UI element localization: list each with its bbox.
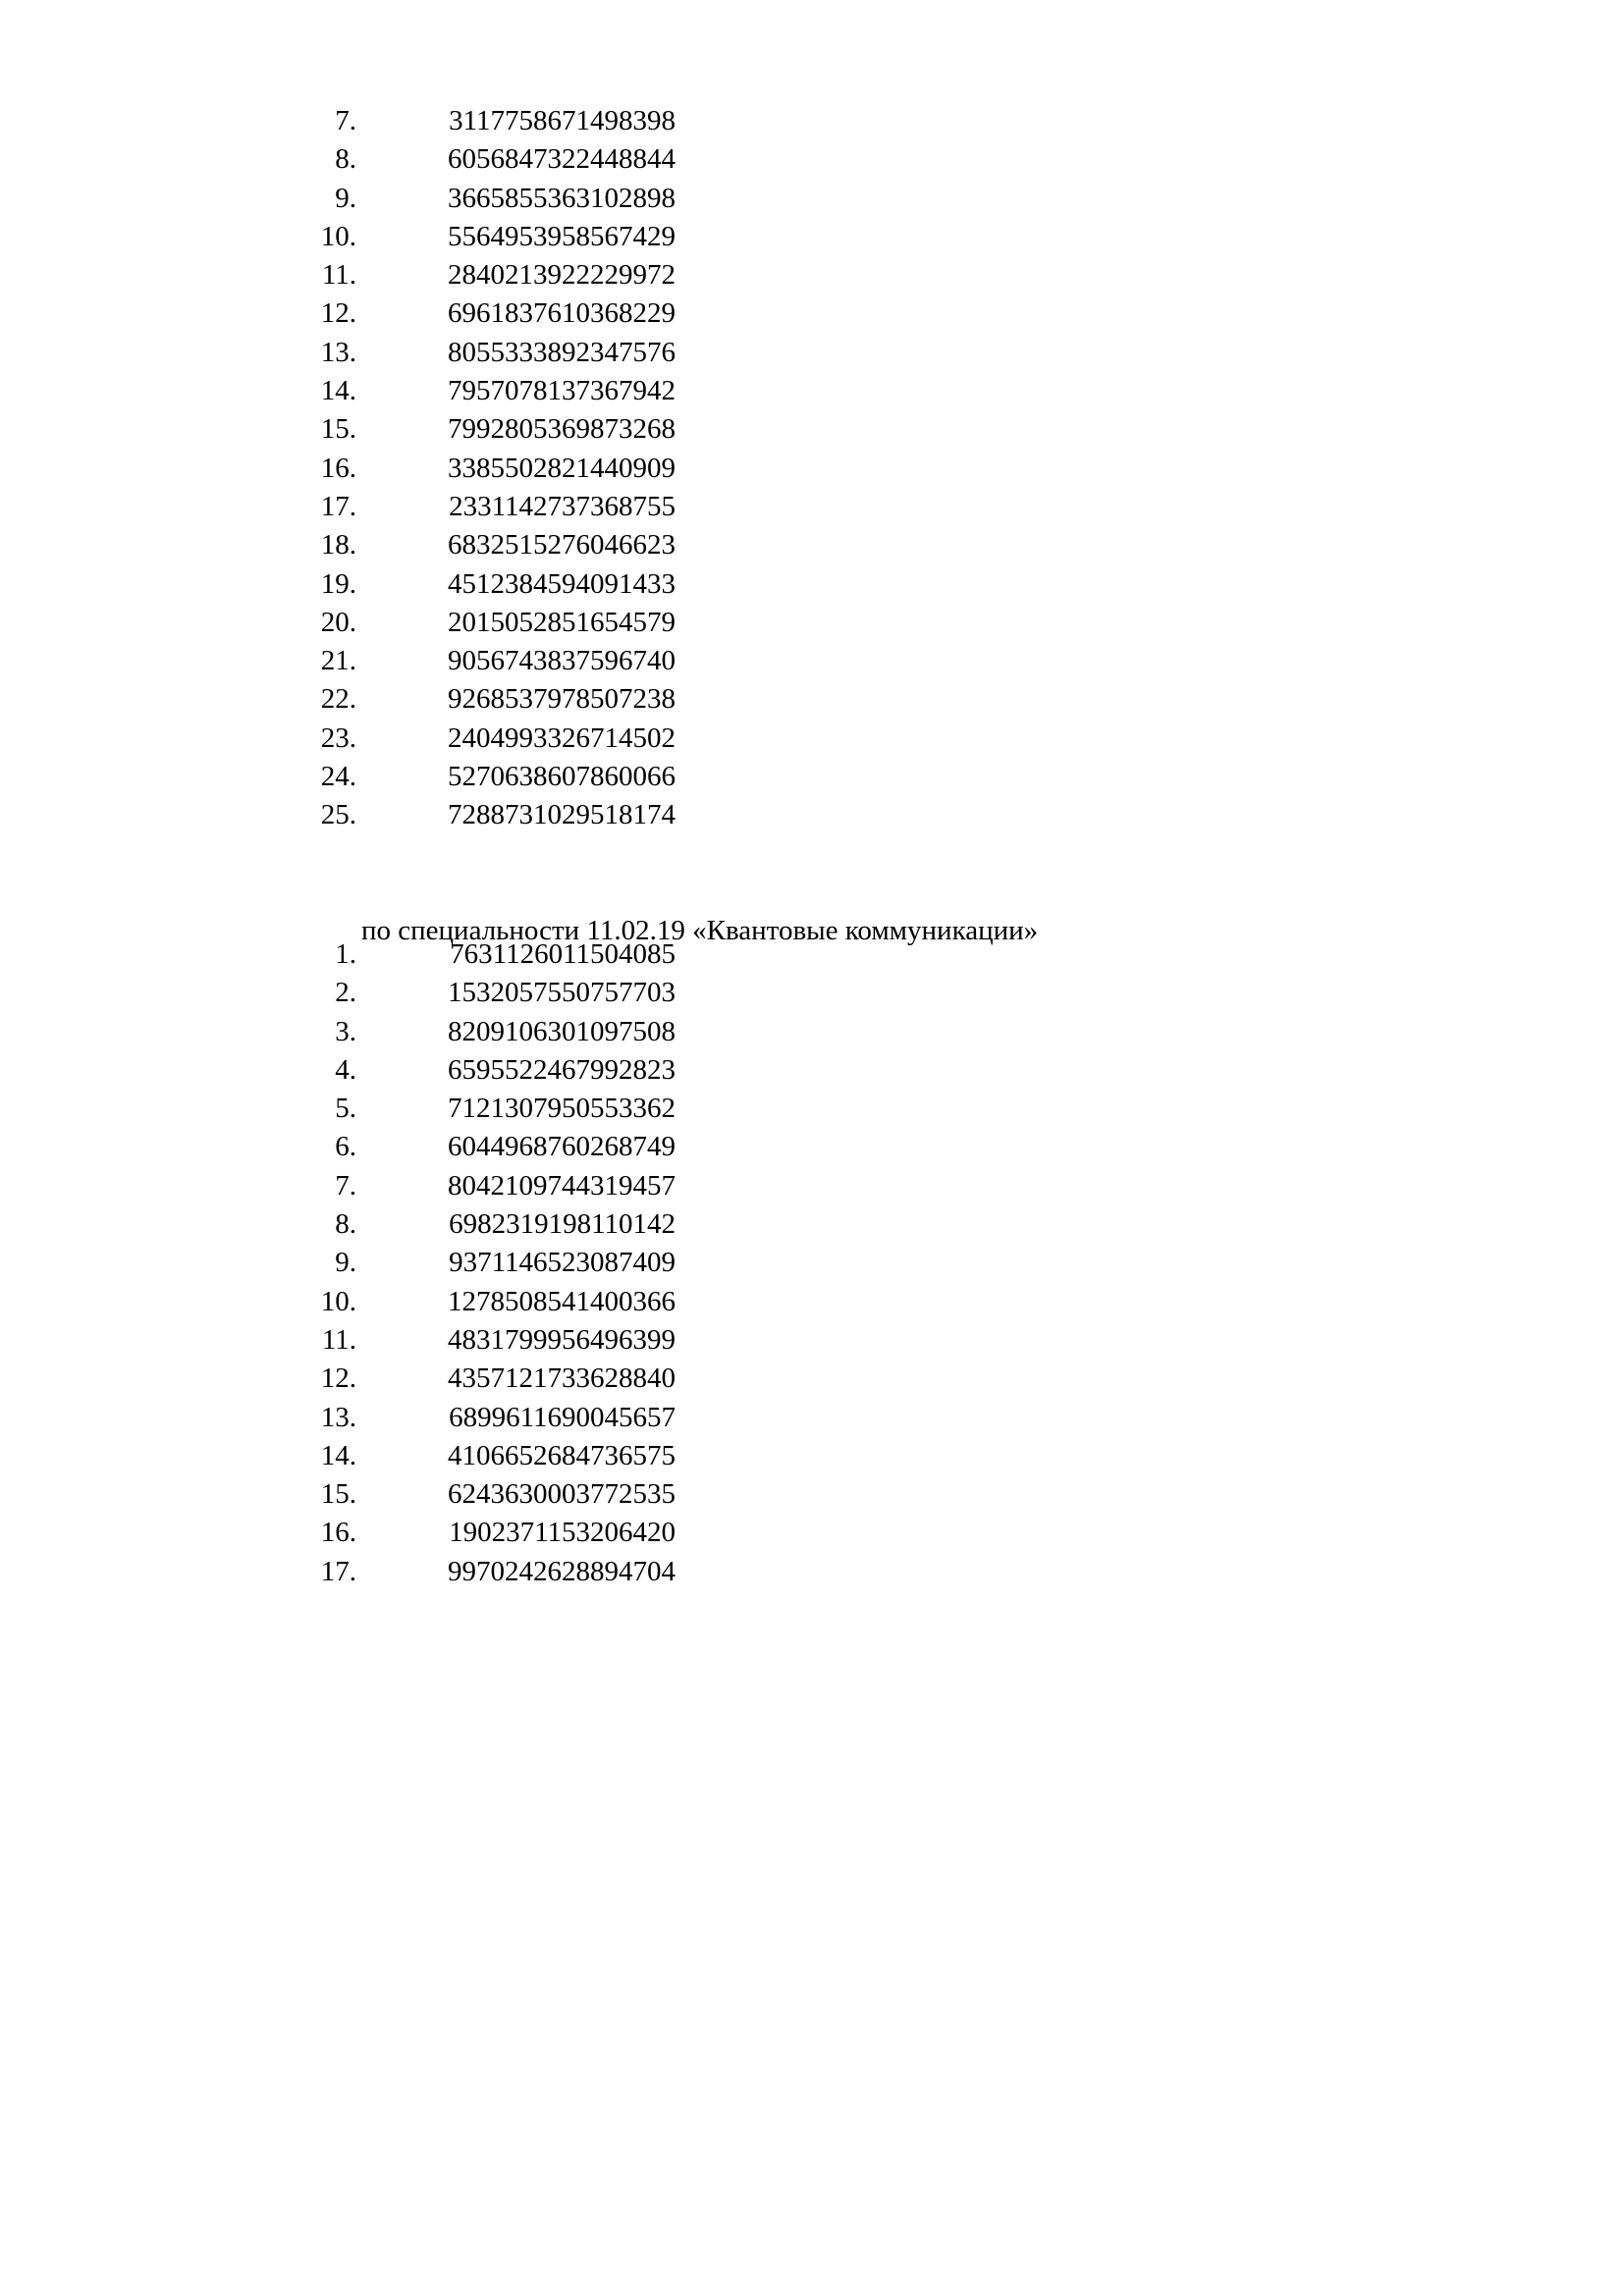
list-item-number: 16.: [320, 1517, 356, 1549]
list-item: [0, 1437, 1624, 1475]
list-item-code: 7992805369873268: [448, 413, 676, 446]
list-item-number: 15.: [320, 413, 356, 446]
list-item-number: 2.: [335, 977, 356, 1009]
list-item-code: 3385502821440909: [448, 452, 676, 484]
list-item-number: 19.: [320, 567, 356, 600]
list-item: [0, 450, 1624, 488]
list-item: [0, 974, 1624, 1012]
list-item-code: 8209106301097508: [448, 1015, 676, 1047]
list-item-number: 8.: [335, 143, 356, 176]
list-item: [0, 720, 1624, 758]
list-item: [0, 1283, 1624, 1321]
list-item-code: 6832515276046623: [448, 529, 676, 561]
list-item-number: 20.: [320, 606, 356, 638]
list-item-number: 16.: [320, 452, 356, 484]
list-item-code: 8055333892347576: [448, 336, 676, 368]
list-item-number: 24.: [320, 761, 356, 793]
list-item-code: 4106652684736575: [448, 1439, 676, 1471]
list-item: [0, 796, 1624, 834]
list-item-code: 6899611690045657: [449, 1401, 676, 1433]
list-item-code: 9268537978507238: [448, 683, 676, 716]
list-item-code: 9056743837596740: [448, 645, 676, 677]
list-item: [0, 1013, 1624, 1051]
list-item-code: 7121307950553362: [448, 1093, 676, 1125]
list-item: [0, 256, 1624, 294]
second-numbered-list: [0, 935, 1624, 1591]
list-item-number: 11.: [321, 1323, 356, 1356]
list-item-number: 9.: [335, 1247, 356, 1279]
list-item-code: 6243630003772535: [448, 1478, 676, 1511]
list-item: [0, 372, 1624, 410]
list-item: [0, 1051, 1624, 1090]
list-item-number: 13.: [320, 336, 356, 368]
list-item-code: 9371146523087409: [449, 1247, 676, 1279]
list-item: [0, 604, 1624, 642]
list-item-number: 3.: [335, 1015, 356, 1047]
list-item-number: 21.: [320, 645, 356, 677]
list-item: [0, 1321, 1624, 1360]
list-item: [0, 218, 1624, 256]
section-heading: по специальности 11.02.19 «Квантовые коммуникации»: [361, 915, 1039, 946]
list-item-number: 13.: [320, 1401, 356, 1433]
list-item-code: 6982319198110142: [449, 1208, 676, 1241]
list-item: [0, 1128, 1624, 1166]
list-item: [0, 1360, 1624, 1398]
list-item-number: 7.: [335, 105, 356, 136]
list-item: [0, 565, 1624, 604]
list-item-code: 1278508541400366: [448, 1285, 676, 1317]
list-item: [0, 294, 1624, 333]
list-item-code: 9970242628894704: [448, 1555, 676, 1587]
list-item-code: 3665855363102898: [448, 182, 676, 214]
list-item-number: 4.: [335, 1053, 356, 1086]
list-item-code: 2404993326714502: [448, 721, 676, 754]
list-item: [0, 1167, 1624, 1205]
list-item: [0, 334, 1624, 372]
list-item-code: 4357121733628840: [448, 1362, 676, 1395]
list-item-code: 1902371153206420: [449, 1517, 676, 1549]
list-item-number: 25.: [320, 799, 356, 831]
list-item-code: 3117758671498398: [449, 105, 676, 136]
list-item-number: 6.: [335, 1131, 356, 1163]
list-item-number: 11.: [321, 259, 356, 292]
list-item-number: 10.: [320, 1285, 356, 1317]
list-item-number: 14.: [320, 1439, 356, 1471]
list-item-number: 9.: [335, 182, 356, 214]
list-item-number: 14.: [320, 375, 356, 407]
list-item-code: 6961837610368229: [448, 297, 676, 330]
list-item-number: 12.: [320, 297, 356, 330]
list-item: [0, 180, 1624, 218]
list-item: [0, 1475, 1624, 1514]
list-item: [0, 1399, 1624, 1437]
list-item-code: 6056847322448844: [448, 143, 676, 176]
list-item-number: 17.: [320, 1555, 356, 1587]
list-item-number: 23.: [320, 721, 356, 754]
list-item-number: 22.: [320, 683, 356, 716]
list-item-number: 8.: [335, 1208, 356, 1241]
list-item-number: 15.: [320, 1478, 356, 1511]
list-item-code: 7288731029518174: [448, 799, 676, 831]
list-item: [0, 102, 1624, 140]
list-item-code: 4831799956496399: [448, 1323, 676, 1356]
list-item-code: 7631126011504085: [450, 938, 676, 970]
list-item-number: 17.: [320, 490, 356, 522]
list-item: [0, 488, 1624, 526]
list-item: [0, 410, 1624, 449]
list-item: [0, 758, 1624, 796]
list-item-code: 2331142737368755: [449, 490, 676, 522]
list-item-code: 5270638607860066: [448, 761, 676, 793]
list-item-number: 7.: [335, 1169, 356, 1201]
list-item: [0, 935, 1624, 974]
list-item-number: 12.: [320, 1362, 356, 1395]
list-item: [0, 1514, 1624, 1552]
list-item-code: 4512384594091433: [448, 567, 676, 600]
list-item-code: 8042109744319457: [448, 1169, 676, 1201]
list-item-code: 2840213922229972: [448, 259, 676, 292]
list-item-number: 10.: [320, 220, 356, 252]
list-item-code: 1532057550757703: [448, 977, 676, 1009]
list-item: [0, 1553, 1624, 1591]
list-item: [0, 140, 1624, 179]
list-item-code: 5564953958567429: [448, 220, 676, 252]
list-item: [0, 526, 1624, 564]
list-item-number: 1.: [335, 938, 356, 970]
list-item: [0, 680, 1624, 719]
list-item: [0, 1205, 1624, 1244]
list-item-number: 18.: [320, 529, 356, 561]
list-item: [0, 1090, 1624, 1128]
list-item-code: 2015052851654579: [448, 606, 676, 638]
list-item-number: 5.: [335, 1093, 356, 1125]
list-item: [0, 642, 1624, 680]
list-item-code: 6044968760268749: [448, 1131, 676, 1163]
list-item-code: 7957078137367942: [448, 375, 676, 407]
first-numbered-list: [0, 102, 1624, 835]
list-item: [0, 1244, 1624, 1282]
list-item-code: 6595522467992823: [448, 1053, 676, 1086]
